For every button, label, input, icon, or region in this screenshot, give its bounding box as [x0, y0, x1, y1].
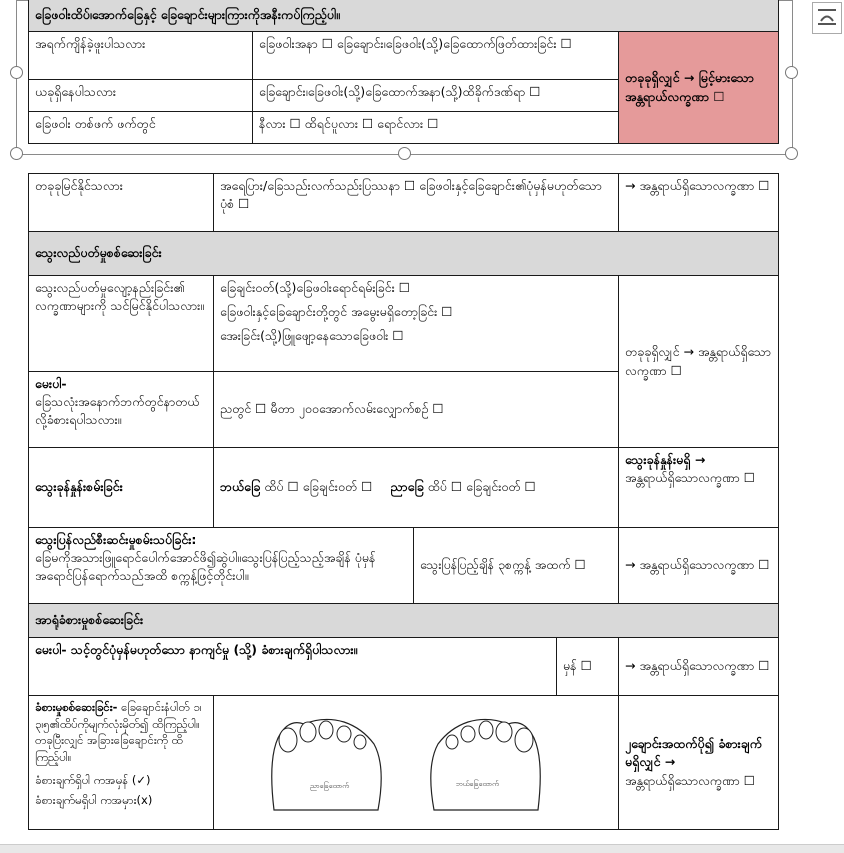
resize-handle-bottom-left[interactable]: [10, 147, 23, 160]
feet-diagram-cell: [214, 696, 619, 830]
row-question: ခြေဖဝါး တစ်ဖက် ဖက်တွင်: [29, 112, 253, 144]
foot-check-main-table[interactable]: [28, 173, 779, 830]
circulation-answers[interactable]: [214, 276, 619, 372]
visible-question: တခုခုမြင်နိုင်သလား: [29, 174, 214, 232]
resize-handle-bottom-right[interactable]: [785, 147, 798, 160]
right-foot-label: ညာခြေထောက်: [310, 782, 349, 790]
high-risk-result[interactable]: [619, 32, 779, 144]
refill-result[interactable]: → အန္တရာယ်ရှိသောလက္ခဏာ ☐: [619, 528, 779, 604]
sensation-test-result-text: အန္တရာယ်ရှိသောလက္ခဏာ ☐: [625, 772, 755, 788]
pulse-result[interactable]: [619, 448, 779, 528]
pulse-answers[interactable]: [214, 448, 619, 528]
row-answer[interactable]: ခြေချောင်း၊ခြေဖဝါး(သို့)ခြေထောက်အနာ(သို့)ထိခိုက်ဒဏ်ရာ ☐: [253, 80, 619, 112]
sensation-no: ခံစားချက်မရှိပါ ကအမှား(x): [35, 793, 153, 808]
sensation-ask-result[interactable]: → အန္တရာယ်ရှိသောလက္ခဏာ ☐: [619, 638, 779, 696]
left-foot-icon: [431, 719, 540, 810]
sensation-test-desc: ခြေချောင်းနံပါတ် ၁၊၃၊၅၏ထိပ်ကိုမျက်လုံးမှိတ်၍ ထိကြည့်ပါ။တခုပြီးလျှင် အခြားခြေချောင်းကို ထိကြည့်ပါ။: [35, 700, 202, 765]
sensation-yes: ခံစားချက်ရှိပါ ကအမှန် (✓): [35, 772, 151, 787]
feet-diagram: [264, 700, 568, 824]
circulation-result[interactable]: [619, 276, 779, 448]
row-answer[interactable]: နီလား ☐ ထိရင်ပူလား ☐ ရောင်လား ☐: [253, 112, 619, 144]
ask-answer[interactable]: ညတွင် ☐ မီတာ ၂၀၀အောက်လမ်းလျှောက်စဉ် ☐: [214, 372, 619, 448]
refill-question: [29, 528, 414, 604]
left-foot-label: ဘယ်ခြေထောက်: [456, 780, 499, 788]
foot-check-top-table[interactable]: [28, 0, 779, 144]
sensation-ask-answer[interactable]: မှန် ☐: [557, 638, 619, 696]
refill-desc: ခြေမကိုအသားဖြူရောင်ပေါက်အောင်ဖိ၍ဆွဲပါ။သွေးပြန်ပြည့်သည့်အချိန် ပုံမှန်အရောင်ပြန်ရောက်သည်အထိ စက္ကန့်ဖြင့်တိုင်းပါ။: [35, 550, 376, 584]
circulation-header: သွေးလည်ပတ်မှုစစ်ဆေးခြင်း: [29, 232, 779, 276]
row-question: အရက်ကျိန်ခဲ့ဖူးပါသလား: [29, 32, 253, 80]
circulation-answer-2[interactable]: ခြေဖဝါးနှင့်ခြေချောင်းတို့တွင် အမွေးမရှိတော့ခြင်း ☐: [220, 304, 453, 320]
circulation-question: သွေးလည်ပတ်မှုလျော့နည်းခြင်း၏ လက္ခဏာများကို သင်မြင်နိုင်ပါသလား။: [29, 276, 214, 372]
circulation-answer-3[interactable]: အေးခြင်း(သို့)ဖြူဖျော့နေသောခြေဖဝါး ☐: [220, 328, 404, 344]
visible-result[interactable]: → အန္တရာယ်ရှိသောလက္ခဏာ ☐: [619, 174, 779, 232]
pulse-left-label: ဘယ်ခြေ: [220, 479, 261, 495]
top-table-header: ခြေဖဝါးထိပ်၊အောက်ခြေနှင့် ခြေချောင်းများကြားကိုအနီးကပ်ကြည့်ပါ။: [29, 0, 779, 32]
ask-label: မေးပါ-: [35, 376, 67, 391]
pulse-result-bold: သွေးခုန်နှုန်းမရှိ →: [625, 452, 706, 467]
resize-handle-bottom[interactable]: [398, 147, 411, 160]
layout-options-icon: [813, 3, 841, 33]
sensation-ask-question: မေးပါ- သင့်တွင်ပုံမှန်မဟုတ်သော နာကျင်မှု (သို့) ခံစားချက်ရှိပါသလား။: [29, 638, 557, 696]
sensation-test-cell: [29, 696, 214, 830]
pulse-right[interactable]: ထိပ် ☐ ခြေချင်း၀တ် ☐: [427, 479, 536, 495]
sensation-test-result-bold: ၂ချောင်းအထက်ပို၍ ခံစားချက် မရှိလျှင် →: [625, 736, 762, 770]
refill-title: သွေးပြန်လည်စီးဆင်းမှုစမ်းသပ်ခြင်း:: [35, 532, 197, 547]
pulse-result-text: အန္တရာယ်ရှိသောလက္ခဏာ ☐: [625, 470, 755, 486]
sensation-header: အာရုံခံစားမှုစစ်ဆေးခြင်း: [29, 604, 779, 638]
resize-handle-left[interactable]: [10, 66, 23, 79]
layout-options-button[interactable]: [812, 2, 842, 34]
resize-handle-right[interactable]: [785, 66, 798, 79]
high-risk-result-text: တခုခုရှိလျှင် → မြင့်မားသော အန္တရာယ်လက္ခဏာ ☐: [625, 70, 754, 104]
refill-answer[interactable]: သွေးပြန်ပြည့်ချိန် ၃စက္ကန့် အထက် ☐: [414, 528, 619, 604]
pulse-left[interactable]: ထိပ် ☐ ခြေချင်း၀တ် ☐: [264, 479, 373, 495]
right-foot-icon: [272, 719, 381, 810]
sensation-test-result[interactable]: [619, 696, 779, 830]
ask-cell: [29, 372, 214, 448]
ask-question: ခြေသလုံးအနောက်ဘက်တွင်နာတယ်လို့ခံစားရပါသလား။: [35, 394, 200, 428]
row-answer[interactable]: ခြေဖဝါးအနာ ☐ ခြေချောင်း၊ခြေဖဝါး(သို့)ခြေထောက်ဖြတ်ထားခြင်း ☐: [253, 32, 619, 80]
circulation-answer-1[interactable]: ခြေချင်း၀တ်(သို့)ခြေဖဝါးရောင်ရမ်းခြင်း ☐: [220, 280, 410, 295]
pulse-question: သွေးခုန်နှုန်းစမ်းခြင်း: [29, 448, 214, 528]
sensation-test-title: ခံစားမှုစစ်ဆေးခြင်း-: [35, 700, 118, 714]
circulation-result-text: တခုခုရှိလျှင် → အန္တရာယ်ရှိသောလက္ခဏာ ☐: [625, 344, 772, 378]
row-question: ယခုရှိနေပါသလား: [29, 80, 253, 112]
pulse-right-label: ညာခြေ: [390, 479, 424, 495]
visible-answer[interactable]: အရေပြား/ခြေသည်းလက်သည်းပြဿနာ ☐ ခြေဖဝါးနှင့်ခြေချောင်း၏ပုံမှန်မဟုတ်သောပုံစံ ☐: [214, 174, 619, 232]
